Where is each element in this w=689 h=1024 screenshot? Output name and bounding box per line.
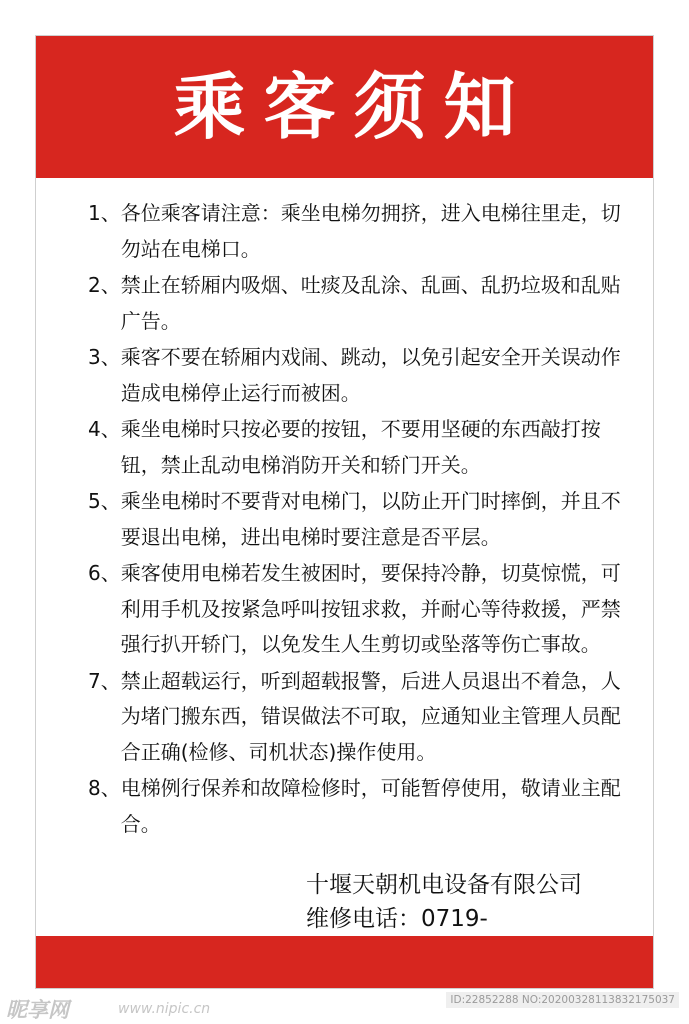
repair-phone: 维修电话：0719- (306, 906, 488, 932)
rule-number: 3、 (88, 345, 121, 369)
rule-number: 4、 (88, 417, 121, 441)
rule-item (88, 412, 640, 483)
rule-item (88, 196, 640, 267)
rules-list (88, 196, 640, 843)
rule-number: 2、 (88, 273, 121, 297)
company-name: 十堰天朝机电设备有限公司 (306, 872, 582, 898)
rule-item (88, 556, 640, 663)
rule-item (88, 268, 640, 339)
rule-number: 5、 (88, 489, 121, 513)
rule-text: 各位乘客请注意：乘坐电梯勿拥挤，进入电梯往里走，切勿站在电梯口。 (120, 201, 621, 261)
rule-item (88, 771, 640, 842)
sign-title: 乘客须知 (173, 65, 534, 149)
watermark-url: www.nipic.cn (118, 1001, 211, 1017)
rule-item (88, 340, 640, 411)
footer-bar (36, 936, 653, 988)
rule-number: 6、 (88, 561, 121, 585)
rule-number: 8、 (88, 776, 121, 800)
rule-text: 乘客不要在轿厢内戏闹、跳动，以免引起安全开关误动作造成电梯停止运行而被困。 (120, 345, 621, 405)
rule-item (88, 484, 640, 555)
rule-text: 电梯例行保养和故障检修时，可能暂停使用，敬请业主配合。 (120, 776, 621, 836)
rule-number: 7、 (88, 668, 121, 693)
rule-item (88, 664, 640, 771)
watermark-strip (0, 990, 689, 1024)
rule-text: 禁止在轿厢内吸烟、吐痰及乱涂、乱画、乱扔垃圾和乱贴广告。 (120, 273, 621, 333)
rule-text: 乘坐电梯时只按必要的按钮，不要用坚硬的东西敲打按钮，禁止乱动电梯消防开关和轿门开关。 (120, 417, 601, 477)
company-block (306, 868, 646, 936)
rule-text: 乘坐电梯时不要背对电梯门，以防止开门时摔倒，并且不要退出电梯，进出电梯时要注意是否平层。 (120, 489, 621, 549)
notice-sign (35, 35, 654, 989)
rule-number: 1、 (88, 201, 121, 225)
title-banner (36, 36, 653, 178)
rule-text: 禁止超载运行，听到超载报警，后进人员退出不着急，人为堵门搬东西，错误做法不可取，应通知业主管理人员配合正确(检修、司机状态)操作使用。 (120, 668, 621, 764)
rule-text: 乘客使用电梯若发生被困时，要保持冷静，切莫惊慌，可利用手机及按紧急呼叫按钮求救，并耐心等待救援，严禁强行扒开轿门，以免发生人生剪切或坠落等伤亡事故。 (120, 561, 621, 656)
watermark-id: ID:22852288 NO:20200328113832175037 (446, 992, 679, 1008)
watermark-logo: 昵享网 (6, 998, 69, 1022)
